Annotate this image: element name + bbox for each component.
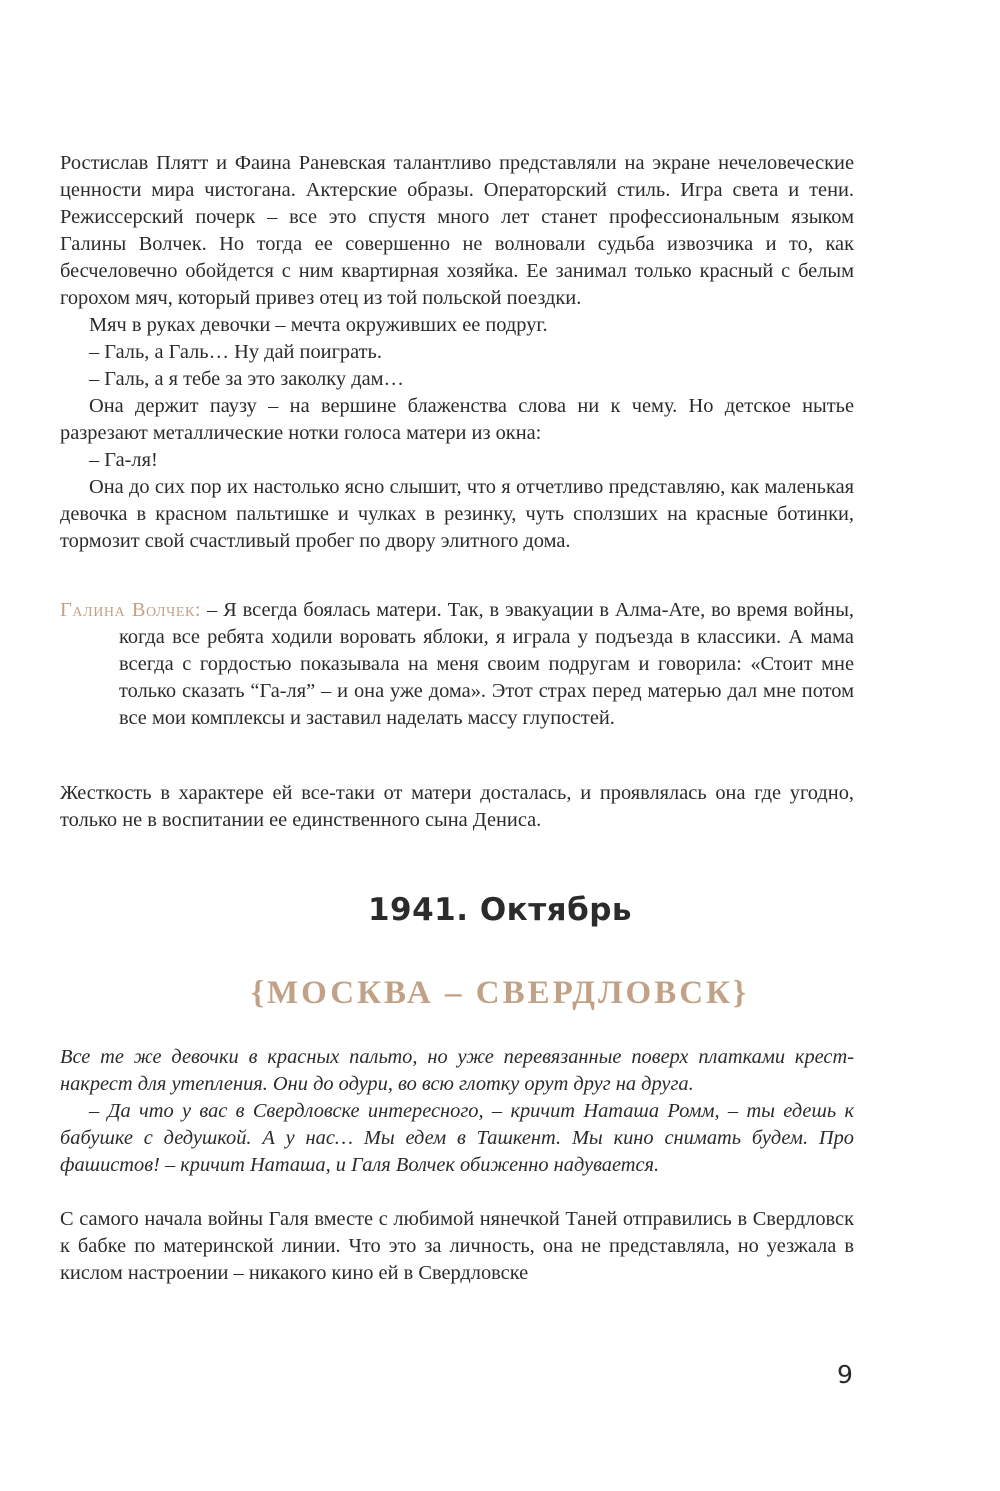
chapter-title: 1941. Октябрь xyxy=(367,892,633,928)
intro-paragraph: Она держит паузу – на вершине блаженства слова ни к чему. Но детское нытье разрезают металлические нотки голоса матери из окна: xyxy=(60,395,854,444)
intro-paragraph: Мяч в руках девочки – мечта окруживших ее подруг. xyxy=(89,314,548,336)
final-paragraph: С самого начала войны Галя вместе с любимой нянечкой Таней отправились в Свердловск к бабке по материнской линии. Что это за личность, она не представляла, но уезжала в кислом настроении – никакого кино ей в Свердловске xyxy=(60,1208,854,1284)
intro-text-block xyxy=(60,150,854,555)
after-quote-block xyxy=(60,780,854,834)
quote-text: – Я всегда боялась матери. Так, в эвакуации в Алма-Ате, во время войны, когда все ребята ходили воровать яблоки, я играла у подъезда в классики. А мама всегда с гордостью показывала на меня своим подругам и говорила: «Стоит мне только сказать “Га-ля” – и она уже дома». Этот страх перед матерью дал мне потом все мои комплексы и заставил наделать массу глупостей. xyxy=(119,599,854,729)
dialogue-line: – Галь, а я тебе за это заколку дам… xyxy=(89,368,404,390)
after-quote-paragraph: Жесткость в характере ей все-таки от матери досталась, и проявлялась она где угодно, только не в воспитании ее единственного сына Дениса. xyxy=(60,782,854,831)
scene-paragraph: Все те же девочки в красных пальто, но уже перевязанные поверх платками крест-накрест для утепления. Они до одури, во всю глотку орут друг на друга. xyxy=(60,1046,854,1095)
dialogue-line: – Га-ля! xyxy=(89,449,158,471)
final-text-block xyxy=(60,1206,854,1287)
page-number: 9 xyxy=(837,1360,853,1389)
intro-paragraph: Она до сих пор их настолько ясно слышит, что я отчетливо представляю, как маленькая девочка в красном пальтишке и чулках в резинку, чуть сползших на красные ботинки, тормозит свой счастливый пробег по двору элитного дома. xyxy=(60,476,854,552)
scene-paragraph: – Да что у вас в Свердловске интересного, – кричит Наташа Ромм, – ты едешь к бабушке с дедушкой. А у нас… Мы едем в Ташкент. Мы кино снимать будем. Про фашистов! – кричит Наташа, и Галя Волчек обиженно надувается. xyxy=(60,1100,854,1176)
intro-paragraph: Ростислав Плятт и Фаина Раневская талантливо представляли на экране нечеловеческие ценности мира чистогана. Актерские образы. Операторский стиль. Игра света и тени. Режиссерский почерк – все это спустя много лет станет профессиональным языком Галины Волчек. Но тогда ее совершенно не волновали судьба извозчика и то, как бесчеловечно обойдется с ним квартирная хозяйка. Ее занимал только красный с белым горохом мяч, который привез отец из той польской поездки. xyxy=(60,152,854,309)
chapter-subtitle: {МОСКВА – СВЕРДЛОВСК} xyxy=(251,975,749,1011)
quote-speaker: Галина Волчек: xyxy=(60,599,202,621)
interview-quote xyxy=(60,597,854,732)
dialogue-line: – Галь, а Галь… Ну дай поиграть. xyxy=(89,341,382,363)
italic-scene-block xyxy=(60,1044,854,1179)
